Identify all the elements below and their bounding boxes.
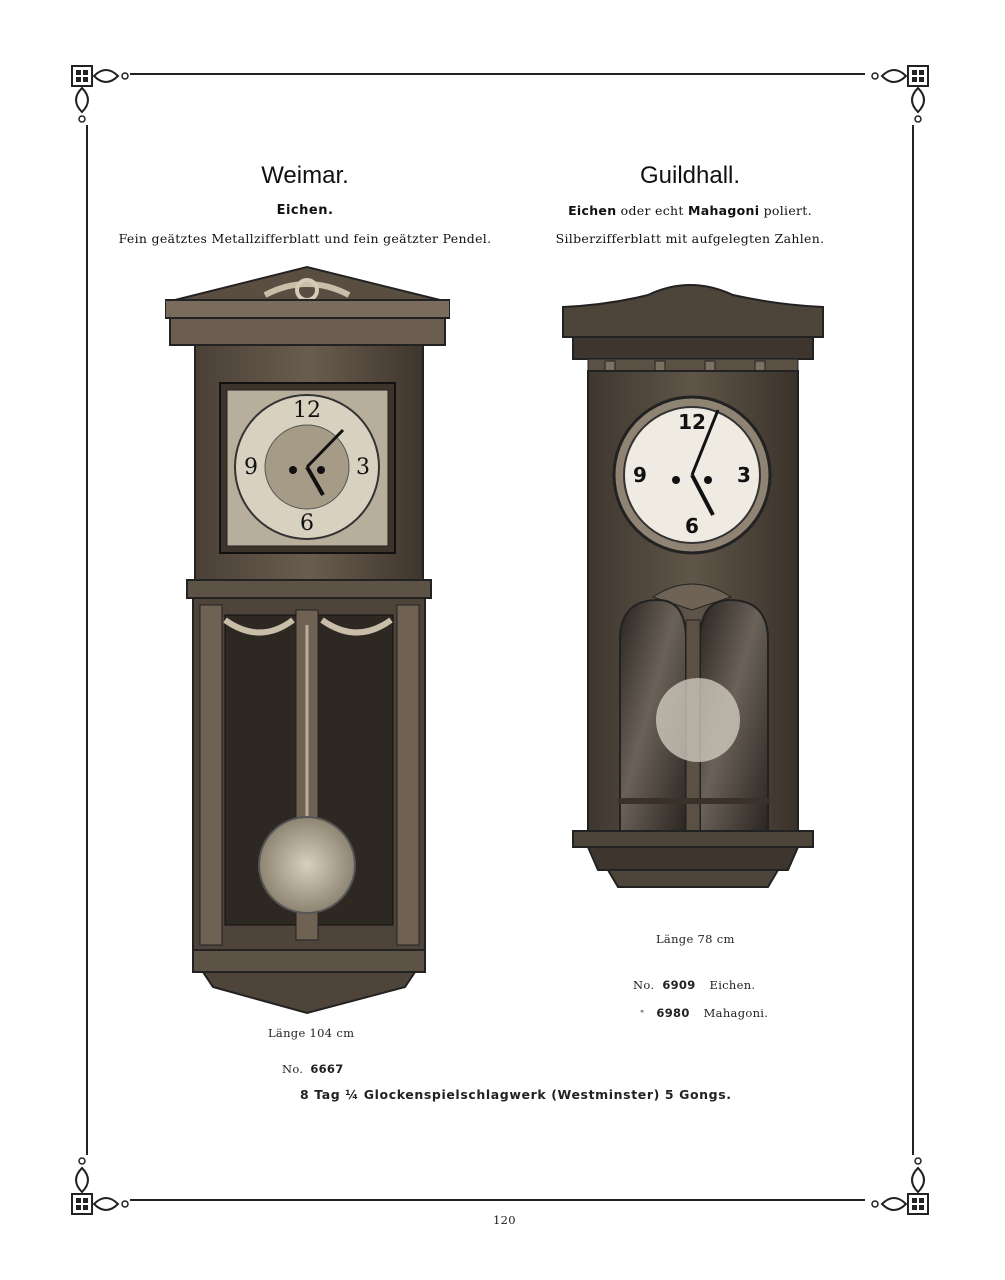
- guildhall-clock-illustration: [558, 275, 828, 890]
- left-clock-wood: Eichen.: [276, 203, 334, 218]
- frame-left-line: [86, 125, 88, 1155]
- right-variant-row: [633, 978, 755, 992]
- wood-mahogany-label: Mahagoni: [688, 203, 760, 218]
- variant-prefix: No.: [633, 978, 655, 992]
- frame-bottom-line: [130, 1199, 865, 1201]
- svg-text:3: 3: [737, 463, 751, 487]
- svg-text:6: 6: [685, 514, 699, 538]
- variant-label: Eichen.: [709, 978, 756, 992]
- left-clock-description: Fein geätztes Metallzifferblatt und fein geätzter Pendel.: [118, 231, 492, 246]
- page-number: 120: [493, 1213, 516, 1227]
- left-clock-number-row: [282, 1062, 344, 1076]
- svg-text:6: 6: [300, 511, 314, 536]
- svg-text:12: 12: [293, 398, 321, 423]
- strike-mechanism-note: 8 Tag ¼ Glockenspielschlagwerk (Westminster) 5 Gongs.: [300, 1087, 732, 1102]
- variant-number: 6980: [656, 1006, 690, 1020]
- wood-suffix-label: poliert.: [763, 203, 812, 218]
- variant-prefix: ": [640, 1010, 645, 1020]
- right-clock-title: Guildhall.: [639, 162, 741, 189]
- wood-oak-label: Eichen: [568, 203, 617, 218]
- right-variant-row: [640, 1006, 768, 1020]
- svg-text:9: 9: [244, 455, 258, 480]
- number-prefix: No.: [282, 1062, 304, 1076]
- left-clock-length: Länge 104 cm: [268, 1026, 355, 1040]
- clock-number: 6667: [310, 1062, 344, 1076]
- svg-text:12: 12: [678, 410, 706, 434]
- ornament-corner-icon: [860, 1150, 930, 1220]
- svg-text:9: 9: [633, 463, 647, 487]
- variant-label: Mahagoni.: [703, 1006, 769, 1020]
- frame-top-line: [130, 73, 865, 75]
- left-clock-title: Weimar.: [261, 162, 349, 189]
- svg-text:3: 3: [356, 455, 370, 480]
- weimar-clock-illustration: [165, 265, 450, 1015]
- wood-join-label: oder echt: [620, 203, 684, 218]
- right-clock-wood-line: [540, 203, 840, 218]
- ornament-corner-icon: [860, 60, 930, 130]
- ornament-corner-icon: [70, 1150, 140, 1220]
- right-clock-length: Länge 78 cm: [656, 932, 735, 946]
- frame-right-line: [912, 125, 914, 1155]
- ornament-corner-icon: [70, 60, 140, 130]
- variant-number: 6909: [662, 978, 696, 992]
- right-clock-description: Silberzifferblatt mit aufgelegten Zahlen.: [555, 231, 825, 246]
